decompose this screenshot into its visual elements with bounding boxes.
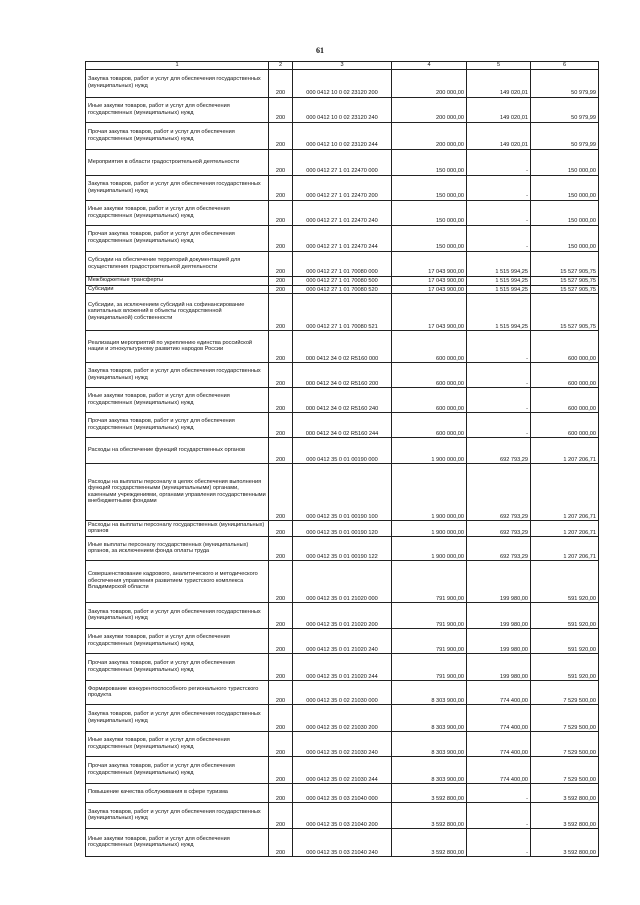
row-description: Закупка товаров, работ и услуг для обеспечения государственных (муниципальных) нужд — [86, 705, 269, 732]
row-code: 200 — [269, 98, 293, 123]
row-budget-code: 000 0412 34 0 02 R5160 000 — [293, 331, 392, 363]
header-col-1: 1 — [86, 62, 269, 70]
row-executed-amount: - — [467, 829, 531, 857]
table-row — [86, 123, 599, 150]
header-col-2: 2 — [269, 62, 293, 70]
table-row — [86, 705, 599, 732]
row-code: 200 — [269, 732, 293, 757]
row-executed-amount: 199 980,00 — [467, 603, 531, 629]
table-row — [86, 176, 599, 201]
row-remaining-amount: 150 000,00 — [531, 150, 599, 176]
row-remaining-amount: 3 592 800,00 — [531, 803, 599, 829]
row-code: 200 — [269, 829, 293, 857]
row-approved-amount: 150 000,00 — [392, 176, 467, 201]
row-code: 200 — [269, 537, 293, 561]
row-budget-code: 000 0412 27 1 01 70080 520 — [293, 285, 392, 294]
header-col-5: 5 — [467, 62, 531, 70]
row-description: Закупка товаров, работ и услуг для обеспечения государственных (муниципальных) нужд — [86, 176, 269, 201]
row-description: Прочая закупка товаров, работ и услуг для обеспечения государственных (муниципальных) нужд — [86, 413, 269, 438]
table-row — [86, 150, 599, 176]
row-code: 200 — [269, 629, 293, 654]
row-executed-amount: 692 793,29 — [467, 464, 531, 521]
row-remaining-amount: 50 979,99 — [531, 70, 599, 98]
row-budget-code: 000 0412 34 0 02 R5160 244 — [293, 413, 392, 438]
row-approved-amount: 600 000,00 — [392, 388, 467, 413]
row-budget-code: 000 0412 35 0 03 21040 000 — [293, 784, 392, 803]
row-description: Прочая закупка товаров, работ и услуг для обеспечения государственных (муниципальных) нужд — [86, 654, 269, 681]
table-body — [86, 70, 599, 857]
row-approved-amount: 600 000,00 — [392, 413, 467, 438]
row-code: 200 — [269, 285, 293, 294]
row-code: 200 — [269, 413, 293, 438]
row-code: 200 — [269, 803, 293, 829]
row-remaining-amount: 15 527 905,75 — [531, 277, 599, 286]
row-description: Иные закупки товаров, работ и услуг для обеспечения государственных (муниципальных) нужд — [86, 829, 269, 857]
row-approved-amount: 791 900,00 — [392, 654, 467, 681]
table-row — [86, 413, 599, 438]
row-remaining-amount: 591 920,00 — [531, 603, 599, 629]
row-description: Иные закупки товаров, работ и услуг для обеспечения государственных (муниципальных) нужд — [86, 629, 269, 654]
row-executed-amount: 149 020,01 — [467, 98, 531, 123]
row-budget-code: 000 0412 35 0 01 00190 120 — [293, 521, 392, 537]
row-executed-amount: 1 515 994,25 — [467, 277, 531, 286]
row-description: Мероприятия в области градостроительной деятельности — [86, 150, 269, 176]
budget-table — [85, 61, 599, 857]
row-code: 200 — [269, 176, 293, 201]
row-description: Закупка товаров, работ и услуг для обеспечения государственных (муниципальных) нужд — [86, 803, 269, 829]
table-row — [86, 226, 599, 252]
row-approved-amount: 1 900 000,00 — [392, 464, 467, 521]
table-row — [86, 629, 599, 654]
table-row — [86, 464, 599, 521]
row-description: Прочая закупка товаров, работ и услуг для обеспечения государственных (муниципальных) нужд — [86, 757, 269, 784]
row-budget-code: 000 0412 35 0 03 21040 240 — [293, 829, 392, 857]
row-budget-code: 000 0412 35 0 01 21020 244 — [293, 654, 392, 681]
row-budget-code: 000 0412 35 0 01 00190 000 — [293, 438, 392, 464]
row-budget-code: 000 0412 27 1 01 70080 521 — [293, 294, 392, 331]
table-row — [86, 388, 599, 413]
row-remaining-amount: 1 207 206,71 — [531, 521, 599, 537]
row-budget-code: 000 0412 34 0 02 R5160 200 — [293, 363, 392, 388]
table-row — [86, 438, 599, 464]
header-row — [86, 62, 599, 70]
row-budget-code: 000 0412 10 0 02 23120 240 — [293, 98, 392, 123]
row-code: 200 — [269, 150, 293, 176]
row-code: 200 — [269, 226, 293, 252]
row-description: Межбюджетные трансферты — [86, 277, 269, 286]
row-executed-amount: - — [467, 201, 531, 226]
row-description: Иные закупки товаров, работ и услуг для обеспечения государственных (муниципальных) нужд — [86, 388, 269, 413]
row-code: 200 — [269, 757, 293, 784]
row-description: Закупка товаров, работ и услуг для обеспечения государственных (муниципальных) нужд — [86, 363, 269, 388]
row-executed-amount: 1 515 994,25 — [467, 294, 531, 331]
row-executed-amount: 1 515 994,25 — [467, 252, 531, 277]
row-description: Иные закупки товаров, работ и услуг для обеспечения государственных (муниципальных) нужд — [86, 732, 269, 757]
row-remaining-amount: 600 000,00 — [531, 413, 599, 438]
row-remaining-amount: 591 920,00 — [531, 654, 599, 681]
row-description: Расходы на выплаты персоналу государственных (муниципальных) органов — [86, 521, 269, 537]
row-description: Формирование конкурентоспособного регионального туристского продукта — [86, 681, 269, 705]
table-row — [86, 757, 599, 784]
row-remaining-amount: 7 529 500,00 — [531, 705, 599, 732]
table-row — [86, 681, 599, 705]
row-approved-amount: 791 900,00 — [392, 561, 467, 603]
table-row — [86, 294, 599, 331]
row-approved-amount: 8 303 900,00 — [392, 705, 467, 732]
row-executed-amount: - — [467, 803, 531, 829]
row-approved-amount: 1 900 000,00 — [392, 537, 467, 561]
row-approved-amount: 791 900,00 — [392, 629, 467, 654]
row-description: Реализация мероприятий по укреплению единства российской нации и этнокультурному развитию народов России — [86, 331, 269, 363]
row-executed-amount: - — [467, 176, 531, 201]
table-row — [86, 201, 599, 226]
row-remaining-amount: 150 000,00 — [531, 176, 599, 201]
row-budget-code: 000 0412 35 0 01 00190 122 — [293, 537, 392, 561]
table-row — [86, 363, 599, 388]
row-approved-amount: 3 592 800,00 — [392, 784, 467, 803]
row-budget-code: 000 0412 27 1 01 22470 000 — [293, 150, 392, 176]
row-description: Субсидии, за исключением субсидий на софинансирование капитальных вложений в объекты государственной (муниципальной) собственности — [86, 294, 269, 331]
row-approved-amount: 17 043 900,00 — [392, 277, 467, 286]
row-approved-amount: 17 043 900,00 — [392, 294, 467, 331]
row-code: 200 — [269, 252, 293, 277]
row-approved-amount: 3 592 800,00 — [392, 803, 467, 829]
row-budget-code: 000 0412 27 1 01 22470 240 — [293, 201, 392, 226]
row-remaining-amount: 591 920,00 — [531, 629, 599, 654]
row-budget-code: 000 0412 34 0 02 R5160 240 — [293, 388, 392, 413]
row-code: 200 — [269, 201, 293, 226]
table-row — [86, 521, 599, 537]
table-row — [86, 561, 599, 603]
row-description: Иные закупки товаров, работ и услуг для обеспечения государственных (муниципальных) нужд — [86, 98, 269, 123]
row-remaining-amount: 7 529 500,00 — [531, 732, 599, 757]
row-approved-amount: 150 000,00 — [392, 150, 467, 176]
row-description: Иные закупки товаров, работ и услуг для обеспечения государственных (муниципальных) нужд — [86, 201, 269, 226]
row-approved-amount: 1 900 000,00 — [392, 521, 467, 537]
row-code: 200 — [269, 388, 293, 413]
table-row — [86, 537, 599, 561]
table-row — [86, 732, 599, 757]
row-code: 200 — [269, 521, 293, 537]
row-executed-amount: 149 020,01 — [467, 123, 531, 150]
row-executed-amount: 199 980,00 — [467, 654, 531, 681]
row-budget-code: 000 0412 27 1 01 70080 500 — [293, 277, 392, 286]
row-remaining-amount: 15 527 905,75 — [531, 294, 599, 331]
row-approved-amount: 200 000,00 — [392, 98, 467, 123]
row-code: 200 — [269, 294, 293, 331]
table-row — [86, 654, 599, 681]
table-row — [86, 277, 599, 286]
row-description: Прочая закупка товаров, работ и услуг для обеспечения государственных (муниципальных) нужд — [86, 123, 269, 150]
row-description: Повышение качества обслуживания в сфере туризма — [86, 784, 269, 803]
row-executed-amount: 774 400,00 — [467, 732, 531, 757]
row-code: 200 — [269, 681, 293, 705]
row-executed-amount: - — [467, 150, 531, 176]
row-executed-amount: 774 400,00 — [467, 757, 531, 784]
row-budget-code: 000 0412 27 1 01 22470 244 — [293, 226, 392, 252]
table-row — [86, 784, 599, 803]
row-executed-amount: 692 793,29 — [467, 438, 531, 464]
row-approved-amount: 8 303 900,00 — [392, 757, 467, 784]
row-code: 200 — [269, 331, 293, 363]
row-code: 200 — [269, 705, 293, 732]
row-remaining-amount: 3 592 800,00 — [531, 829, 599, 857]
row-description: Закупка товаров, работ и услуг для обеспечения государственных (муниципальных) нужд — [86, 603, 269, 629]
row-approved-amount: 600 000,00 — [392, 331, 467, 363]
row-approved-amount: 150 000,00 — [392, 201, 467, 226]
row-executed-amount: - — [467, 363, 531, 388]
row-remaining-amount: 15 527 905,75 — [531, 285, 599, 294]
row-budget-code: 000 0412 35 0 02 21030 240 — [293, 732, 392, 757]
row-description: Совершенствование кадрового, аналитического и методического обеспечения управления развитием туристского комплекса Владимирской области — [86, 561, 269, 603]
row-code: 200 — [269, 70, 293, 98]
row-remaining-amount: 15 527 905,75 — [531, 252, 599, 277]
header-col-6: 6 — [531, 62, 599, 70]
row-remaining-amount: 150 000,00 — [531, 226, 599, 252]
row-remaining-amount: 1 207 206,71 — [531, 537, 599, 561]
row-executed-amount: - — [467, 331, 531, 363]
table-row — [86, 98, 599, 123]
row-executed-amount: 199 980,00 — [467, 561, 531, 603]
row-executed-amount: - — [467, 784, 531, 803]
page-number: 61 — [316, 46, 324, 55]
row-budget-code: 000 0412 35 0 02 21030 200 — [293, 705, 392, 732]
row-remaining-amount: 600 000,00 — [531, 388, 599, 413]
row-approved-amount: 8 303 900,00 — [392, 681, 467, 705]
row-approved-amount: 1 900 000,00 — [392, 438, 467, 464]
row-executed-amount: 149 020,01 — [467, 70, 531, 98]
row-budget-code: 000 0412 35 0 03 21040 200 — [293, 803, 392, 829]
row-executed-amount: 692 793,29 — [467, 537, 531, 561]
table-row — [86, 285, 599, 294]
row-description: Субсидии — [86, 285, 269, 294]
row-budget-code: 000 0412 27 1 01 70080 000 — [293, 252, 392, 277]
row-code: 200 — [269, 603, 293, 629]
row-remaining-amount: 150 000,00 — [531, 201, 599, 226]
row-remaining-amount: 600 000,00 — [531, 331, 599, 363]
table-row — [86, 252, 599, 277]
row-executed-amount: 774 400,00 — [467, 681, 531, 705]
row-executed-amount: 692 793,29 — [467, 521, 531, 537]
row-remaining-amount: 7 529 500,00 — [531, 757, 599, 784]
row-budget-code: 000 0412 35 0 01 21020 200 — [293, 603, 392, 629]
row-code: 200 — [269, 363, 293, 388]
table-row — [86, 70, 599, 98]
row-approved-amount: 17 043 900,00 — [392, 252, 467, 277]
header-col-4: 4 — [392, 62, 467, 70]
row-approved-amount: 200 000,00 — [392, 70, 467, 98]
row-description: Расходы на выплаты персоналу в целях обеспечения выполнения функций государственными (муниципальными) органами, казенными учреждениями, органами управления государственными внебюджетными фондами — [86, 464, 269, 521]
row-budget-code: 000 0412 35 0 02 21030 000 — [293, 681, 392, 705]
row-code: 200 — [269, 123, 293, 150]
row-executed-amount: - — [467, 388, 531, 413]
row-remaining-amount: 50 979,99 — [531, 98, 599, 123]
row-code: 200 — [269, 654, 293, 681]
row-remaining-amount: 591 920,00 — [531, 561, 599, 603]
row-approved-amount: 791 900,00 — [392, 603, 467, 629]
row-executed-amount: 199 980,00 — [467, 629, 531, 654]
row-description: Субсидии на обеспечение территорий документацией для осуществления градостроительной деятельности — [86, 252, 269, 277]
table-row — [86, 829, 599, 857]
row-remaining-amount: 50 979,99 — [531, 123, 599, 150]
row-description: Расходы на обеспечение функций государственных органов — [86, 438, 269, 464]
row-code: 200 — [269, 561, 293, 603]
row-approved-amount: 600 000,00 — [392, 363, 467, 388]
row-code: 200 — [269, 438, 293, 464]
row-code: 200 — [269, 464, 293, 521]
row-remaining-amount: 1 207 206,71 — [531, 438, 599, 464]
row-budget-code: 000 0412 27 1 01 22470 200 — [293, 176, 392, 201]
row-remaining-amount: 7 529 500,00 — [531, 681, 599, 705]
row-executed-amount: - — [467, 413, 531, 438]
row-budget-code: 000 0412 35 0 01 21020 000 — [293, 561, 392, 603]
row-budget-code: 000 0412 35 0 01 00190 100 — [293, 464, 392, 521]
row-approved-amount: 8 303 900,00 — [392, 732, 467, 757]
row-approved-amount: 150 000,00 — [392, 226, 467, 252]
row-description: Иные выплаты персоналу государственных (муниципальных) органов, за исключением фонда оплаты труда — [86, 537, 269, 561]
row-description: Закупка товаров, работ и услуг для обеспечения государственных (муниципальных) нужд — [86, 70, 269, 98]
row-approved-amount: 17 043 900,00 — [392, 285, 467, 294]
row-executed-amount: 1 515 994,25 — [467, 285, 531, 294]
row-budget-code: 000 0412 10 0 02 23120 200 — [293, 70, 392, 98]
header-col-3: 3 — [293, 62, 392, 70]
row-executed-amount: 774 400,00 — [467, 705, 531, 732]
row-description: Прочая закупка товаров, работ и услуг для обеспечения государственных (муниципальных) нужд — [86, 226, 269, 252]
row-remaining-amount: 3 592 800,00 — [531, 784, 599, 803]
row-executed-amount: - — [467, 226, 531, 252]
row-approved-amount: 200 000,00 — [392, 123, 467, 150]
row-budget-code: 000 0412 35 0 01 21020 240 — [293, 629, 392, 654]
row-remaining-amount: 600 000,00 — [531, 363, 599, 388]
row-code: 200 — [269, 277, 293, 286]
table-row — [86, 603, 599, 629]
row-remaining-amount: 1 207 206,71 — [531, 464, 599, 521]
table-row — [86, 331, 599, 363]
table-row — [86, 803, 599, 829]
row-code: 200 — [269, 784, 293, 803]
row-budget-code: 000 0412 35 0 02 21030 244 — [293, 757, 392, 784]
row-approved-amount: 3 592 800,00 — [392, 829, 467, 857]
row-budget-code: 000 0412 10 0 02 23120 244 — [293, 123, 392, 150]
